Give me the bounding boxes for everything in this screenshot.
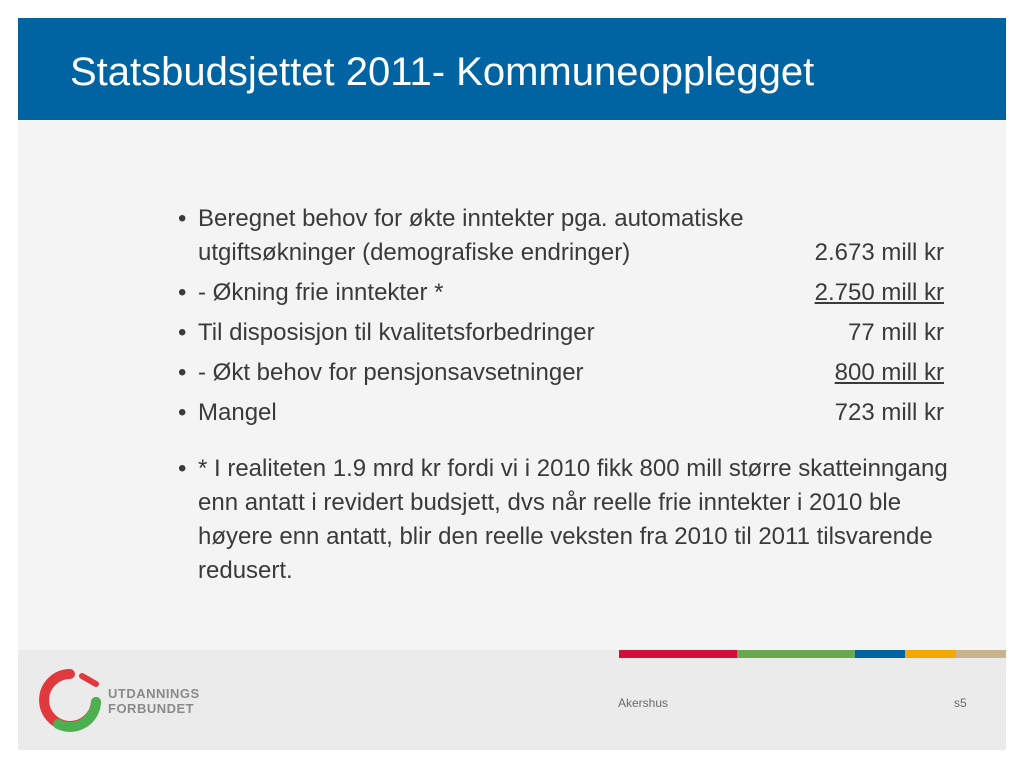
list-item bbox=[178, 396, 998, 430]
bullet-icon: • bbox=[178, 279, 187, 306]
footnote-item bbox=[178, 452, 998, 588]
list-item bbox=[178, 202, 998, 270]
bullet-icon: • bbox=[178, 205, 187, 232]
footer-location: Akershus bbox=[618, 696, 669, 710]
stripe-tan bbox=[956, 650, 1006, 658]
page-number: s5 bbox=[954, 696, 967, 710]
bullet-icon: • bbox=[178, 359, 187, 386]
item-label: Beregnet behov for økte inntekter pga. automatiske bbox=[198, 205, 744, 232]
footer bbox=[18, 650, 1006, 750]
item-label: utgiftsøkninger (demografiske endringer) bbox=[198, 239, 631, 266]
slide bbox=[18, 18, 1006, 750]
list-item bbox=[178, 276, 998, 310]
item-label: - Økning frie inntekter * bbox=[198, 279, 444, 306]
stripe-yellow bbox=[905, 650, 956, 658]
title-bar bbox=[18, 18, 1006, 120]
footnote-text: * I realiteten 1.9 mrd kr fordi vi i 2010 fikk 800 mill større skatteinngang enn antatt i revidert budsjett, dvs når reelle frie inntekter i 2010 ble høyere enn antatt, blir den reelle veksten fra 2010 til 2011 tilsvarende redusert. bbox=[198, 455, 948, 584]
item-label: Til disposisjon til kvalitetsforbedringer bbox=[198, 319, 595, 346]
item-label: - Økt behov for pensjonsavsetninger bbox=[198, 359, 584, 386]
item-amount: 77 mill kr bbox=[847, 319, 944, 346]
list-item bbox=[178, 316, 998, 350]
item-label: Mangel bbox=[198, 399, 277, 426]
bullet-icon: • bbox=[178, 399, 187, 426]
logo-text: UTDANNINGS FORBUNDET bbox=[108, 686, 200, 716]
item-amount: 800 mill kr bbox=[834, 359, 944, 386]
item-amount: 2.673 mill kr bbox=[814, 239, 944, 266]
bullet-icon: • bbox=[178, 455, 187, 482]
slide-title: Statsbudsjettet 2011- Kommuneopplegget bbox=[70, 50, 815, 94]
stripe-blue bbox=[855, 650, 905, 658]
list-item bbox=[178, 356, 998, 390]
item-amount: 2.750 mill kr bbox=[814, 279, 944, 306]
item-amount: 723 mill kr bbox=[834, 399, 944, 426]
content-area bbox=[178, 202, 998, 588]
stripe-green bbox=[737, 650, 855, 658]
bullet-icon: • bbox=[178, 319, 187, 346]
stripe-red bbox=[619, 650, 737, 658]
utdanningsforbundet-logo-icon bbox=[38, 668, 102, 732]
